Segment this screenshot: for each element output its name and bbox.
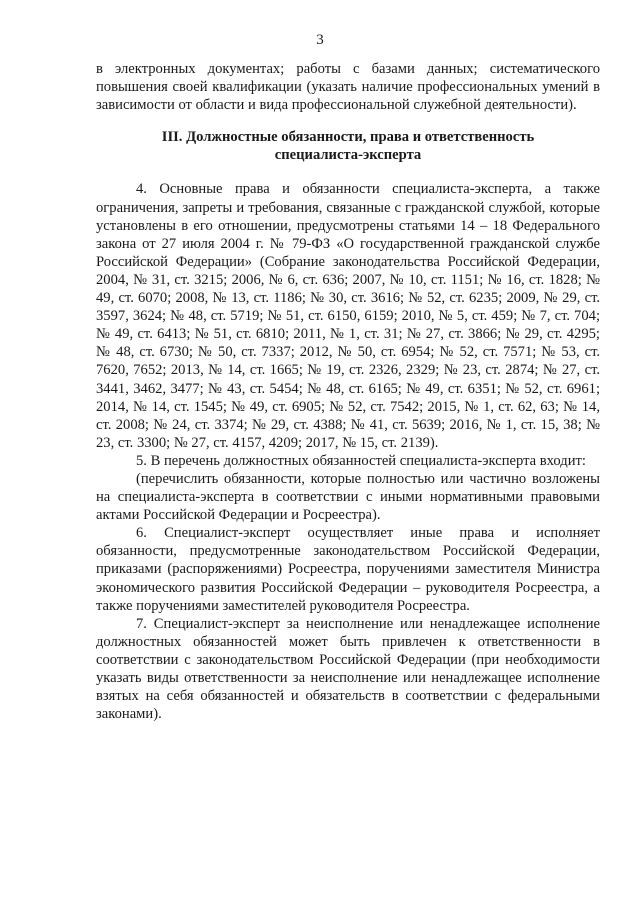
intro-paragraph: в электронных документах; работы с базами данных; систематического повышения своей квалификации (указать наличие профессиональных умений в зависимости от области и вида профессиональной служебной деятельности). bbox=[96, 61, 600, 114]
paragraph-6: 6. Специалист-эксперт осуществляет иные права и исполняет обязанности, предусмотренные законодательством Российской Федерации, приказами (распоряжениями) Росреестра, поручениями заместителя Министра экономического развития Российской Федерации – руководителя Росреестра, а также поручениями заместителей руководителя Росреестра. bbox=[96, 525, 600, 614]
paragraph-4: 4. Основные права и обязанности специалиста-эксперта, а также ограничения, запреты и требования, связанные с гражданской службой, которые установлены в его отношении, предусмотрены статьями 14 – 18 Федерального закона от 27 июля 2004 г. № 79-ФЗ «О государственной гражданской службе Российской Федерации» (Собрание законодательства Российской Федерации, 2004, № 31, ст. 3215; 2006, № 6, ст. 636; 2007, № 10, ст. 1151; № 16, ст. 1828; № 49, ст. 6070; 2008, № 13, ст. 1186; № 30, ст. 3616; № 52, ст. 6235; 2009, № 29, ст. 3597, 3624; № 48, ст. 5719; № 51, ст. 6150, 6159; 2010, № 5, ст. 459; № 7, ст. 704; № 49, ст. 6413; № 51, ст. 6810; 2011, № 1, ст. 31; № 27, ст. 3866; № 29, ст. 4295; № 48, ст. 6730; № 50, ст. 7337; 2012, № 50, ст. 6954; № 52, ст. 7571; № 53, ст. 7620, 7652; 2013, № 14, ст. 1665; № 19, ст. 2326, 2329; № 23, ст. 2874; № 27, ст. 3441, 3462, 3477; № 43, ст. 5454; № 48, ст. 6165; № 49, ст. 6351; № 52, ст. 6961; 2014, № 14, ст. 1545; № 49, ст. 6905; № 52, ст. 7542; 2015, № 1, ст. 62, 63; № 14, ст. 2008; № 24, ст. 3374; № 29, ст. 4388; № 41, ст. 5639; 2016, № 1, ст. 15, 38; № 23, ст. 3300; № 27, ст. 4157, 4209; 2017, № 15, ст. 2139). bbox=[96, 181, 600, 451]
paragraph-5: 5. В перечень должностных обязанностей специалиста-эксперта входит: bbox=[136, 452, 586, 469]
document-body bbox=[96, 60, 600, 723]
page-number: 3 bbox=[316, 32, 324, 48]
section-title bbox=[96, 128, 600, 164]
section-title-line2: специалиста-эксперта bbox=[274, 147, 422, 164]
paragraph-7: 7. Специалист-эксперт за неисполнение или ненадлежащее исполнение должностных обязанностей может быть привлечен к ответственности в соответствии с законодательством Российской Федерации (при необходимости указать виды ответственности за неисполнение или ненадлежащее исполнение взятых на себя обязанностей и обязательств в соответствии с федеральными законами). bbox=[96, 615, 600, 723]
paragraph-5-note: (перечислить обязанности, которые полностью или частично возложены на специалиста-эксперта в соответствии с иными нормативными правовыми актами Российской Федерации и Росреестра). bbox=[96, 470, 600, 524]
section-title-line1: III. Должностные обязанности, права и ответственность bbox=[161, 129, 535, 146]
